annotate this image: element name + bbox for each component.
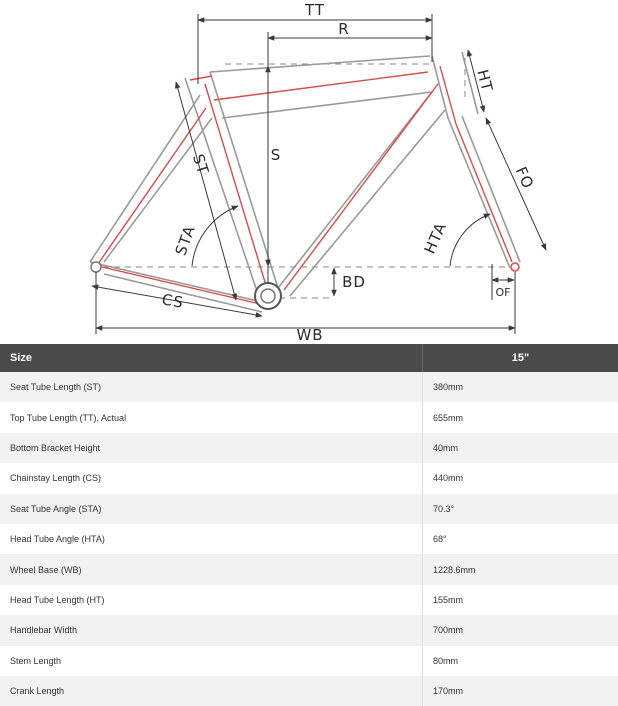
row-value: 80mm	[422, 646, 618, 676]
bottom-bracket	[255, 283, 281, 309]
row-value: 380mm	[422, 372, 618, 402]
row-value: 40mm	[422, 433, 618, 463]
label-ht: HT	[473, 67, 497, 94]
frame-diagram-svg	[0, 0, 618, 344]
label-fo: FO	[511, 164, 538, 192]
label-wb: WB	[296, 326, 324, 344]
table-header	[0, 344, 618, 372]
rear-dropout	[91, 262, 101, 272]
table-row	[0, 646, 618, 676]
table-row	[0, 463, 618, 493]
row-label: Seat Tube Length (ST)	[10, 382, 102, 393]
label-cs: CS	[160, 290, 186, 312]
row-label: Seat Tube Angle (STA)	[10, 503, 102, 514]
frame-geometry-diagram	[0, 0, 618, 344]
row-value: 70.3°	[422, 494, 618, 524]
label-bd: BD	[342, 273, 366, 291]
label-sta: STA	[171, 222, 200, 258]
label-st: ST	[188, 151, 213, 178]
frame-accent-line	[98, 66, 512, 304]
header-size-value: 15"	[422, 344, 618, 372]
geometry-table	[0, 344, 618, 706]
table-row	[0, 615, 618, 645]
row-label: Head Tube Angle (HTA)	[10, 534, 105, 545]
dashed-reference-lines	[92, 58, 508, 298]
row-value: 170mm	[422, 676, 618, 706]
header-size-label: Size	[10, 352, 33, 364]
table-row	[0, 433, 618, 463]
row-label: Bottom Bracket Height	[10, 442, 101, 453]
label-tt: TT	[304, 1, 326, 19]
row-label: Wheel Base (WB)	[10, 564, 82, 575]
table-row	[0, 554, 618, 584]
row-value: 68°	[422, 524, 618, 554]
label-of: OF	[495, 286, 511, 299]
table-row	[0, 402, 618, 432]
table-row	[0, 372, 618, 402]
table-row	[0, 524, 618, 554]
row-label: Chainstay Length (CS)	[10, 473, 102, 484]
row-value: 1228.6mm	[422, 554, 618, 584]
label-r: R	[338, 20, 350, 38]
table-row	[0, 676, 618, 706]
label-hta: HTA	[420, 219, 451, 257]
table-row	[0, 585, 618, 615]
row-value: 155mm	[422, 585, 618, 615]
row-value: 440mm	[422, 463, 618, 493]
row-label: Head Tube Length (HT)	[10, 594, 105, 605]
row-label: Crank Length	[10, 686, 65, 697]
front-dropout	[511, 263, 519, 271]
row-value: 700mm	[422, 615, 618, 645]
row-label: Stem Length	[10, 655, 62, 666]
table-body	[0, 372, 618, 706]
row-label: Top Tube Length (TT), Actual	[10, 412, 127, 423]
label-s: S	[270, 146, 282, 164]
row-label: Handlebar Width	[10, 625, 78, 636]
row-value: 655mm	[422, 402, 618, 432]
table-row	[0, 494, 618, 524]
